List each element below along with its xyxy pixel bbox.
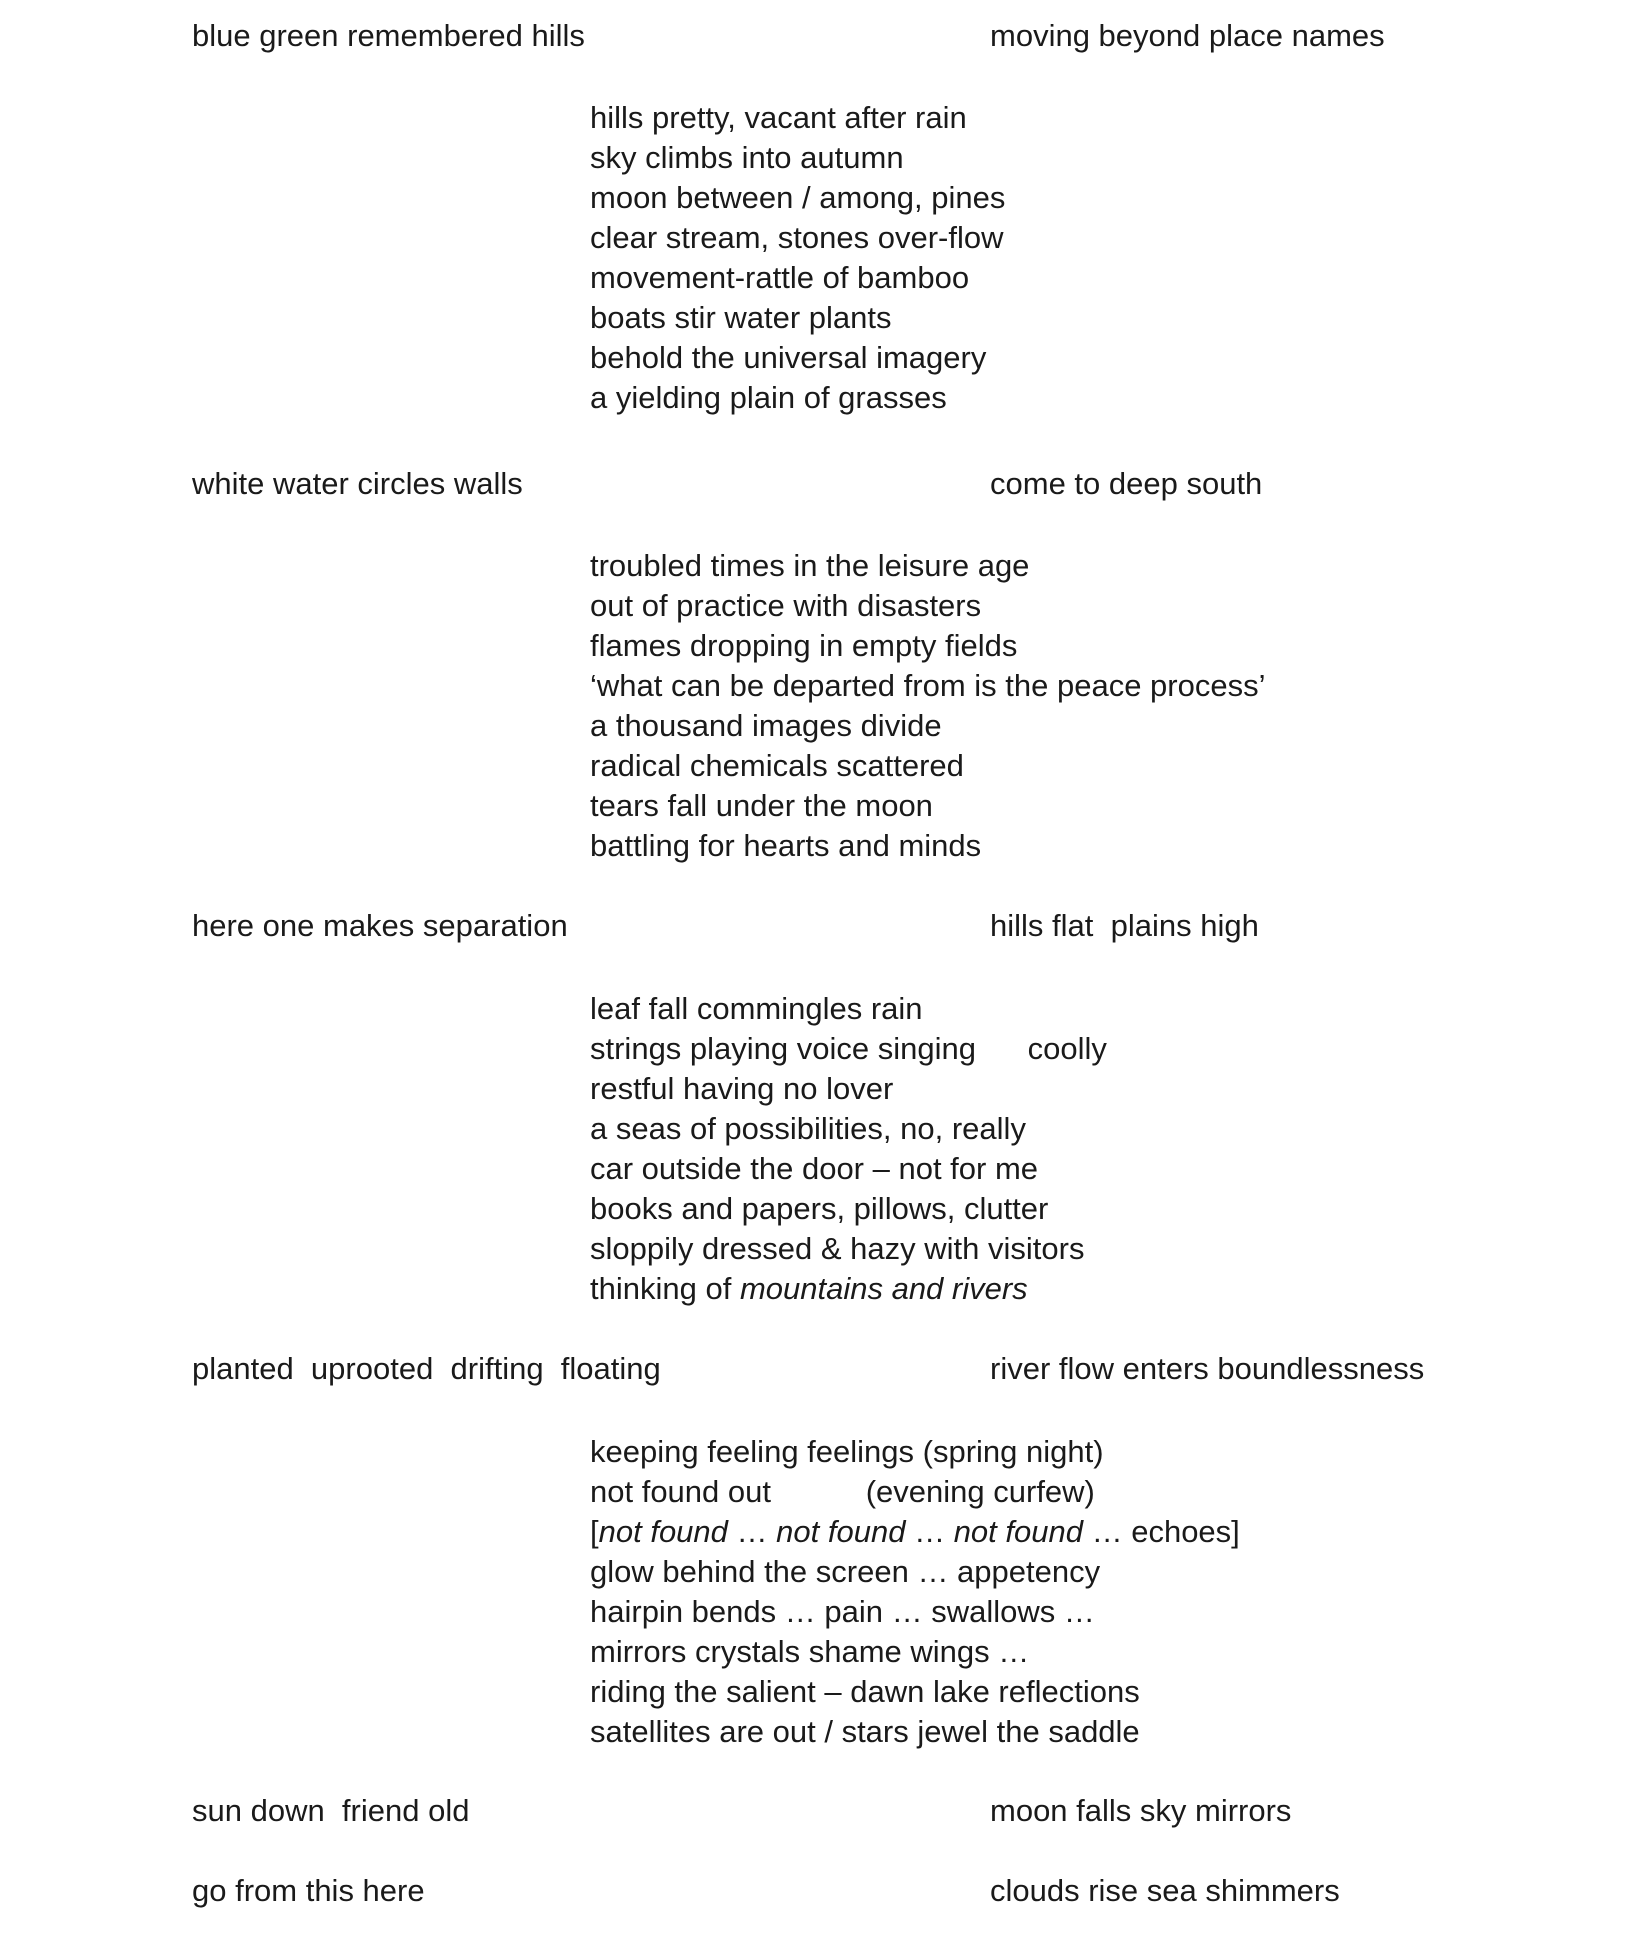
section-5-right-header: moon falls sky mirrors bbox=[990, 1793, 1292, 1828]
section-1-header-row bbox=[0, 16, 1644, 56]
poem-line: behold the universal imagery bbox=[590, 340, 987, 375]
poem-line: mirrors crystals shame wings … bbox=[590, 1634, 1030, 1669]
poem-line-italic-segment: not found bbox=[776, 1514, 906, 1549]
poem-line: sloppily dressed & hazy with visitors bbox=[590, 1231, 1085, 1266]
poem-line: out of practice with disasters bbox=[590, 588, 982, 623]
poem-line: a seas of possibilities, no, really bbox=[590, 1111, 1026, 1146]
section-4-stanza bbox=[590, 1432, 1240, 1752]
section-6-header-row bbox=[0, 1871, 1644, 1911]
poem-line: not found out (evening curfew) bbox=[590, 1474, 1095, 1509]
poem-line-segment: … bbox=[727, 1514, 777, 1549]
section-1-stanza bbox=[590, 98, 1005, 418]
poem-line: hairpin bends … pain … swallows … bbox=[590, 1594, 1095, 1629]
poem-line-segment: thinking of bbox=[590, 1271, 740, 1306]
section-3-stanza bbox=[590, 989, 1107, 1309]
poem-line: sky climbs into autumn bbox=[590, 140, 904, 175]
section-4-header-row bbox=[0, 1349, 1644, 1389]
poem-line: movement-rattle of bamboo bbox=[590, 260, 970, 295]
section-5-header-row bbox=[0, 1791, 1644, 1831]
section-1-right-header: moving beyond place names bbox=[990, 18, 1385, 53]
poem-line: restful having no lover bbox=[590, 1071, 894, 1106]
poem-line bbox=[590, 1512, 1240, 1552]
section-2-right-header: come to deep south bbox=[990, 466, 1263, 501]
poem-line-italic-segment: not found bbox=[598, 1514, 728, 1549]
section-3-right-header: hills flat plains high bbox=[990, 908, 1259, 943]
section-4-right-header: river flow enters boundlessness bbox=[990, 1351, 1425, 1386]
section-5-left-header: sun down friend old bbox=[192, 1793, 470, 1828]
section-4-left-header: planted uprooted drifting floating bbox=[192, 1351, 661, 1386]
poem-line: strings playing voice singing coolly bbox=[590, 1031, 1107, 1066]
poem-line-segment: … bbox=[905, 1514, 954, 1549]
section-1-left-header: blue green remembered hills bbox=[192, 18, 585, 53]
section-3-left-header: here one makes separation bbox=[192, 908, 568, 943]
poem-line: satellites are out / stars jewel the saddle bbox=[590, 1714, 1140, 1749]
poem-line: clear stream, stones over-flow bbox=[590, 220, 1004, 255]
poem-line: moon between / among, pines bbox=[590, 180, 1006, 215]
section-6-left-header: go from this here bbox=[192, 1873, 425, 1908]
poem-line: ‘what can be departed from is the peace process’ bbox=[590, 668, 1266, 703]
poem-line: a thousand images divide bbox=[590, 708, 942, 743]
poem-line: riding the salient – dawn lake reflections bbox=[590, 1674, 1140, 1709]
poem-line bbox=[590, 1269, 1107, 1309]
poem-line: boats stir water plants bbox=[590, 300, 892, 335]
section-2-header-row bbox=[0, 464, 1644, 504]
poem-line: a yielding plain of grasses bbox=[590, 380, 947, 415]
section-2-left-header: white water circles walls bbox=[192, 466, 523, 501]
poem-line: leaf fall commingles rain bbox=[590, 991, 923, 1026]
poem-line: troubled times in the leisure age bbox=[590, 548, 1030, 583]
section-3-header-row bbox=[0, 906, 1644, 946]
poem-line: battling for hearts and minds bbox=[590, 828, 982, 863]
poem-line: flames dropping in empty fields bbox=[590, 628, 1018, 663]
poem-line-segment: [ bbox=[590, 1514, 599, 1549]
poem-line: glow behind the screen … appetency bbox=[590, 1554, 1101, 1589]
poem-line: car outside the door – not for me bbox=[590, 1151, 1039, 1186]
poem-line: hills pretty, vacant after rain bbox=[590, 100, 967, 135]
section-2-stanza bbox=[590, 546, 1266, 866]
section-6-right-header: clouds rise sea shimmers bbox=[990, 1873, 1340, 1908]
poem-line-italic-segment: mountains and rivers bbox=[739, 1271, 1028, 1306]
poem-line: radical chemicals scattered bbox=[590, 748, 964, 783]
poem-line-italic-segment: not found bbox=[953, 1514, 1083, 1549]
poem-line: books and papers, pillows, clutter bbox=[590, 1191, 1049, 1226]
poem-line-segment: … echoes] bbox=[1082, 1514, 1240, 1549]
poem-line: keeping feeling feelings (spring night) bbox=[590, 1434, 1104, 1469]
poem-line: tears fall under the moon bbox=[590, 788, 933, 823]
